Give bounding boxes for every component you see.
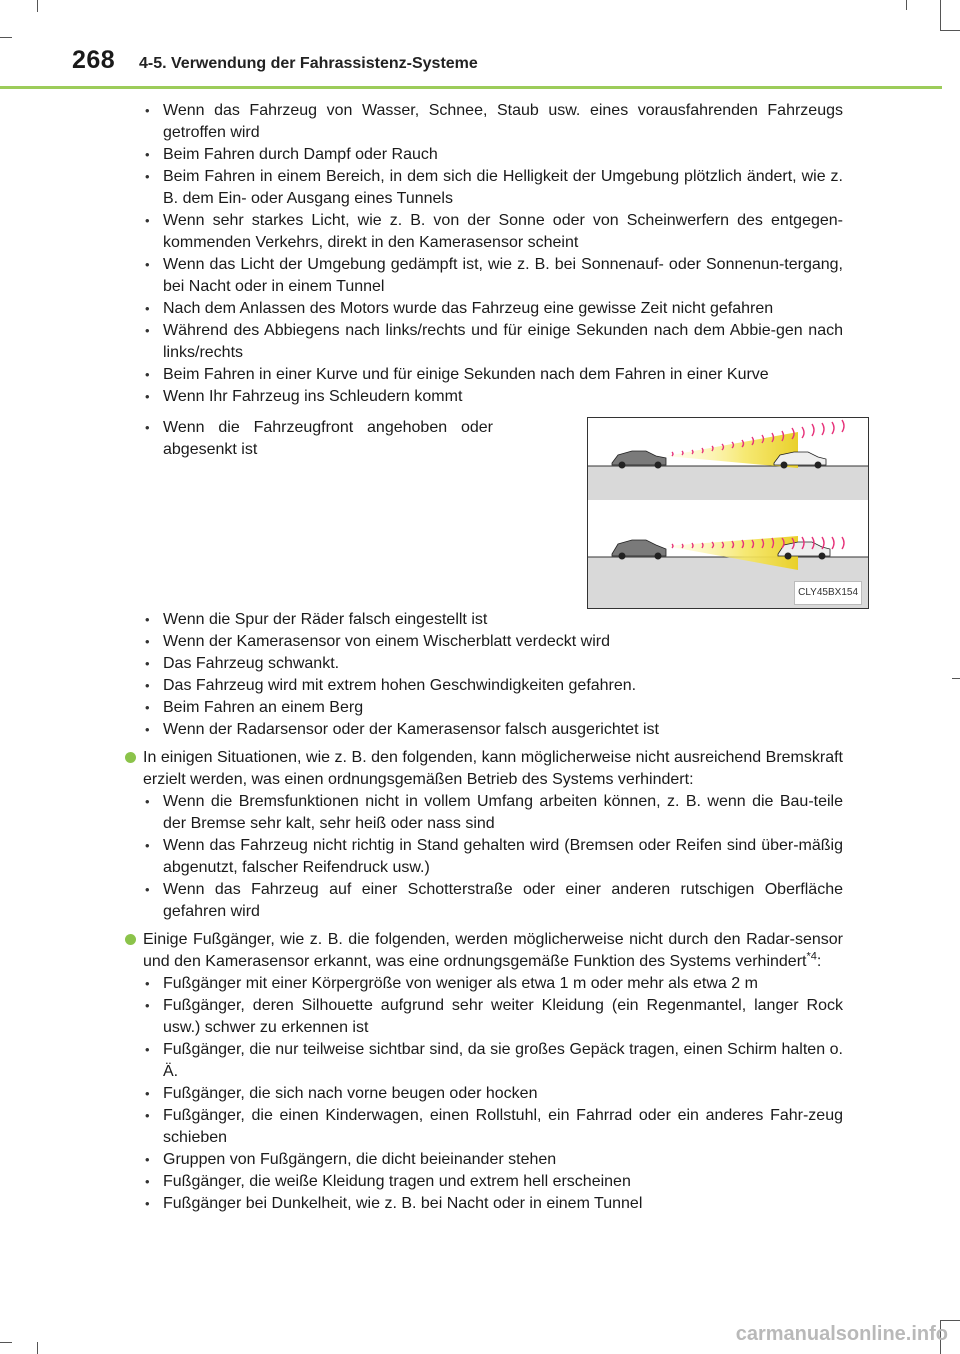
crop-mark [37,0,38,12]
list-item: • Fußgänger mit einer Körpergröße von weniger als etwa 1 m oder mehr als etwa 2 m [143,973,843,995]
header-rule [0,86,942,89]
list-item: • Beim Fahren in einem Bereich, in dem sich die Helligkeit der Umgebung plötzlich ändert, wie z. B. dem Ein- oder Ausgang eines Tunnels [143,166,843,210]
bullet-dot-icon [125,752,136,763]
section-title: 4-5. Verwendung der Fahrassistenz-Systeme [139,55,478,72]
list-item: • Beim Fahren in einer Kurve und für einige Sekunden nach dem Fahren in einer Kurve [143,364,843,386]
crop-mark [952,678,960,679]
figure-item-list [143,417,493,609]
footnote-ref: *4 [806,950,817,963]
braking-paragraph [119,747,843,791]
road-upper [588,466,868,500]
list-item: • Während des Abbiegens nach links/rechts und für einige Sekunden nach dem Abbie-gen nach links/rechts [143,320,843,364]
list-item: • Fußgänger bei Dunkelheit, wie z. B. bei Nacht oder in einem Tunnel [143,1193,843,1215]
crop-mark [940,30,960,31]
list-item: • Fußgänger, die sich nach vorne beugen oder hocken [143,1083,843,1105]
condition-list-after-figure [143,609,843,741]
vehicle-sensor-illustration [587,417,869,609]
page-content [143,100,858,1215]
crop-mark [37,1342,38,1354]
list-item: • Wenn der Radarsensor oder der Kamerasensor falsch ausgerichtet ist [143,719,843,741]
list-item: • Fußgänger, deren Silhouette aufgrund sehr weiter Kleidung (ein Regenmantel, langer Rock usw.) schwer zu erkennen ist [143,995,843,1039]
illustration-svg [588,418,868,608]
crop-mark [0,37,12,38]
list-item: • Wenn der Kamerasensor von einem Wischerblatt verdeckt wird [143,631,843,653]
crop-mark [0,1342,12,1343]
list-item: • Fußgänger, die einen Kinderwagen, einen Rollstuhl, ein Fahrrad oder ein anderes Fahr-zeug schieben [143,1105,843,1149]
braking-list [143,791,843,923]
list-item: • Wenn das Licht der Umgebung gedämpft ist, wie z. B. bei Sonnenauf- oder Sonnenun-tergang, bei Nacht oder in einem Tunnel [143,254,843,298]
figure-code: CLY45BX154 [794,581,862,605]
list-item: • Gruppen von Fußgängern, die dicht beieinander stehen [143,1149,843,1171]
list-item: • Beim Fahren durch Dampf oder Rauch [143,144,843,166]
paragraph-text: Einige Fußgänger, wie z. B. die folgenden, werden möglicherweise nicht durch den Radar-sensor und den Kamerasensor erkannt, was eine ordnungsgemäße Funktion des Systems verhindert [143,931,843,970]
crop-mark [940,1320,960,1321]
list-item: • Fußgänger, die nur teilweise sichtbar sind, da sie großes Gepäck tragen, einen Schirm halten o. Ä. [143,1039,843,1083]
paragraph-text: In einigen Situationen, wie z. B. den folgenden, kann möglicherweise nicht ausreichend Bremskraft erzielt werden, was einen ordnungsgemäßen Betrieb des Systems verhindert: [143,749,843,788]
pedestrian-paragraph [119,929,843,973]
list-item: • Fußgänger, die weiße Kleidung tragen und extrem hell erscheinen [143,1171,843,1193]
list-item: • Wenn sehr starkes Licht, wie z. B. von der Sonne oder von Scheinwerfern des entgegen-kommenden Verkehrs, direkt in den Kamerasensor scheint [143,210,843,254]
condition-list-top [143,100,843,408]
pedestrian-list [143,973,843,1215]
list-item: • Das Fahrzeug wird mit extrem hohen Geschwindigkeiten gefahren. [143,675,843,697]
watermark: carmanualsonline.info [735,1323,948,1345]
page-number: 268 [72,46,116,74]
list-item: • Wenn die Spur der Räder falsch eingestellt ist [143,609,843,631]
list-item: • Wenn das Fahrzeug auf einer Schotterstraße oder einer anderen rutschigen Oberfläche gefahren wird [143,879,843,923]
list-item: • Wenn Ihr Fahrzeug ins Schleudern kommt [143,386,843,408]
paragraph-end: : [816,953,822,970]
figure-row [143,417,858,609]
list-item: • Beim Fahren an einem Berg [143,697,843,719]
list-item: • Wenn die Bremsfunktionen nicht in vollem Umfang arbeiten können, z. B. wenn die Bau-teile der Bremse sehr kalt, sehr heiß oder nass sind [143,791,843,835]
list-item: • Wenn das Fahrzeug von Wasser, Schnee, Staub usw. eines vorausfahrenden Fahrzeugs getroffen wird [143,100,843,144]
list-item: • Das Fahrzeug schwankt. [143,653,843,675]
list-item: • Wenn das Fahrzeug nicht richtig in Stand gehalten wird (Bremsen oder Reifen sind über-mäßig abgenutzt, falscher Reifendruck usw.) [143,835,843,879]
list-item: • Nach dem Anlassen des Motors wurde das Fahrzeug eine gewisse Zeit nicht gefahren [143,298,843,320]
list-item: • Wenn die Fahrzeugfront angehoben oder abgesenkt ist [143,417,493,461]
crop-mark [906,0,907,10]
crop-mark [940,0,941,30]
bullet-dot-icon [125,934,136,945]
